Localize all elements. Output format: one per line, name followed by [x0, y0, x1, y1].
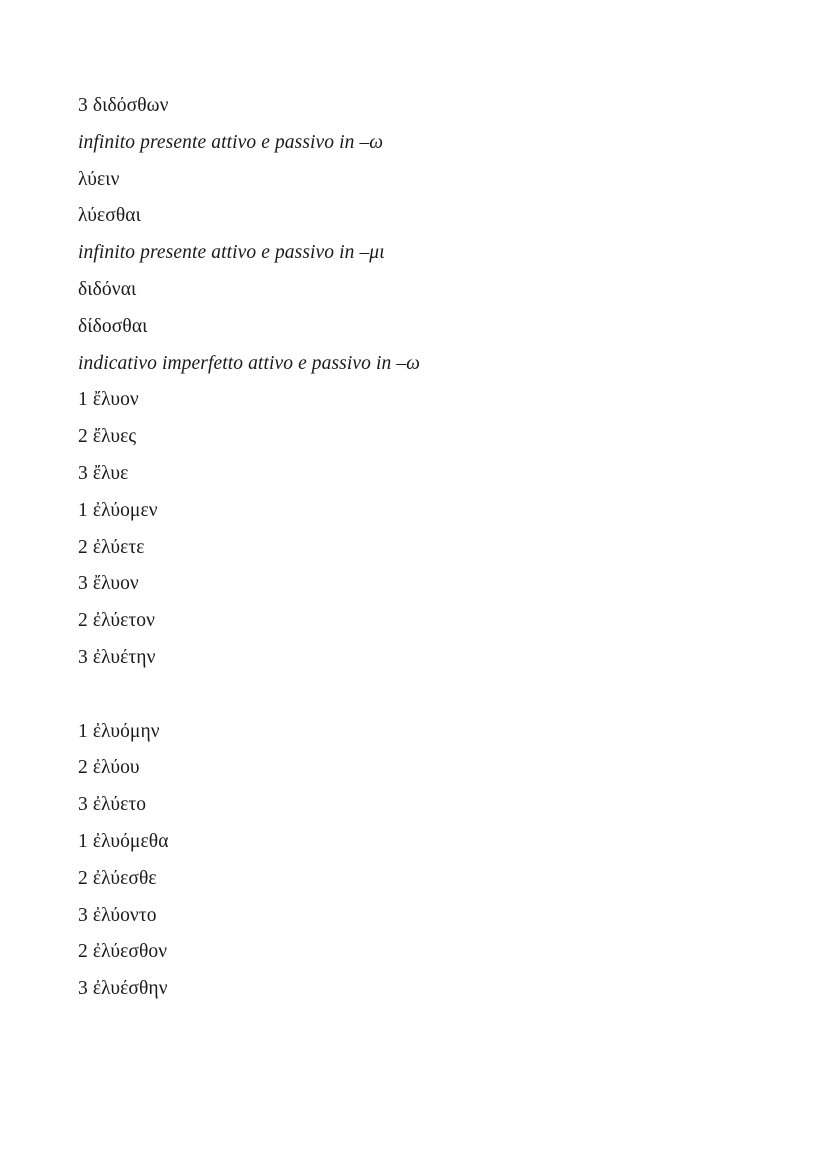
verb-form-line: 1 ἐλύομεν: [78, 499, 158, 521]
verb-form-line: 3 ἐλυέσθην: [78, 978, 168, 1000]
verb-form-line: λύειν: [78, 168, 120, 190]
verb-form-line: διδόναι: [78, 278, 137, 300]
verb-form-line: 1 ἔλυον: [78, 389, 139, 411]
verb-form-line: 3 ἔλυον: [78, 573, 139, 595]
section-heading: indicativo imperfetto attivo e passivo in –ω: [78, 352, 421, 374]
verb-form-line: 3 ἐλύοντο: [78, 904, 157, 926]
document-text-body: [78, 88, 750, 1008]
verb-form-line: δίδοσθαι: [78, 315, 148, 337]
verb-form-line: λύεσθαι: [78, 205, 141, 227]
verb-form-line: 1 ἐλυόμην: [78, 720, 160, 742]
verb-form-line: 3 ἐλυέτην: [78, 646, 156, 668]
section-heading: infinito presente attivo e passivo in –μι: [78, 242, 385, 264]
verb-form-line: 3 ἔλυε: [78, 462, 129, 484]
verb-form-line: 2 ἐλύου: [78, 757, 140, 779]
blank-line: [78, 677, 750, 714]
verb-form-line: 2 ἐλύεσθον: [78, 941, 168, 963]
verb-form-line: 3 διδόσθων: [78, 95, 169, 116]
verb-form-line: 2 ἔλυες: [78, 426, 137, 448]
verb-form-line: 2 ἐλύετον: [78, 610, 156, 632]
verb-form-line: 2 ἐλύεσθε: [78, 867, 157, 889]
verb-form-line: 1 ἐλυόμεθα: [78, 830, 169, 852]
verb-form-line: 3 ἐλύετο: [78, 794, 147, 816]
section-heading: infinito presente attivo e passivo in –ω: [78, 131, 384, 153]
verb-form-line: 2 ἐλύετε: [78, 536, 145, 558]
